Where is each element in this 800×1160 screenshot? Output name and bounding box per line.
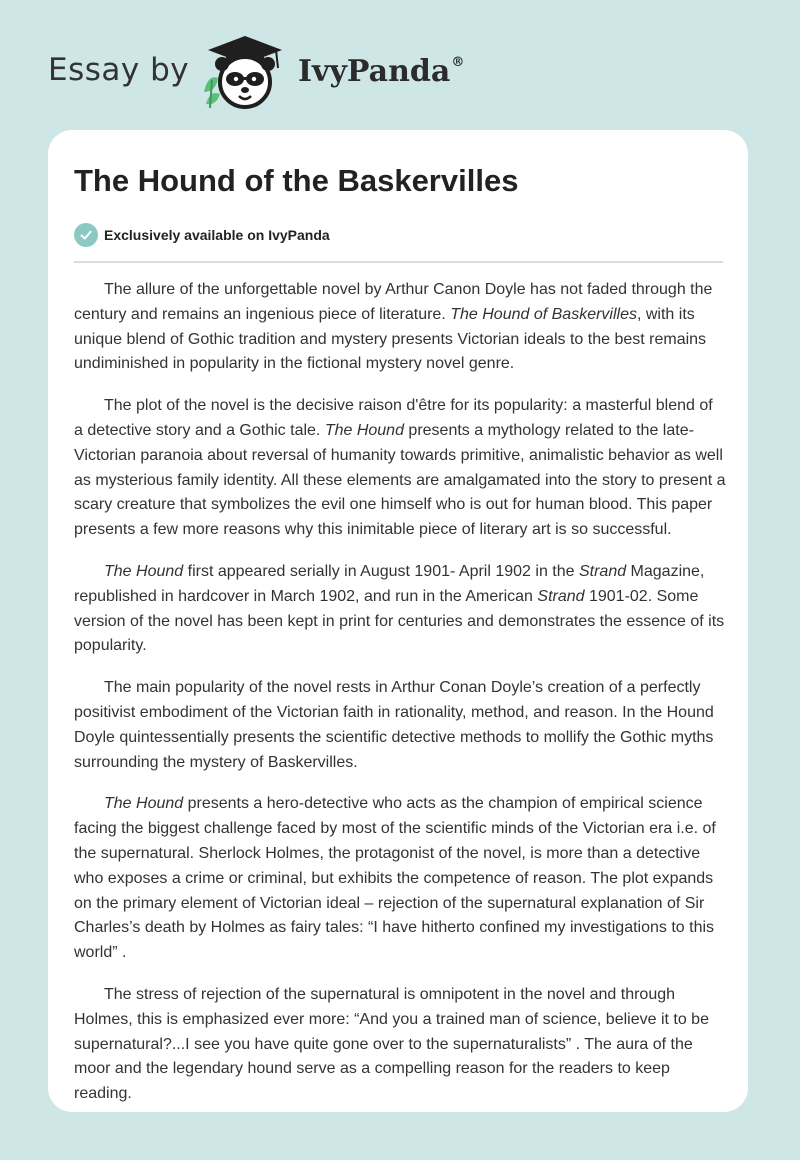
paragraph-6: The stress of rejection of the supernatural is omnipotent in the novel and through Holmes, this is emphasized ever more: “And you a trained man of science, believe it to be supernatural?...I see you have quite gone over to the supernaturalists” . The aura of the moor and the legendary hound serve as a compelling reason for the readers to keep reading. xyxy=(74,985,709,1103)
italic-title: The Hound xyxy=(324,421,404,439)
paragraph-2 xyxy=(74,394,726,543)
paragraph-3 xyxy=(74,560,726,659)
text-run: first appeared serially in August 1901- April 1902 in the xyxy=(183,562,579,580)
brand-name[interactable] xyxy=(298,54,464,89)
registered-mark: ® xyxy=(451,55,465,70)
panda-logo-icon[interactable] xyxy=(200,34,290,110)
brand-text: IvyPanda xyxy=(298,54,451,89)
essay-card xyxy=(48,130,748,1112)
text-run: presents a mythology related to the late-Victorian paranoia about reversal of humanity towards primitive, animalistic behavior as well as mysterious family identity. All these elements are amalgamated into the story to present a scary creature that symbolizes the evil one himself who is out for human blood. This paper presents a few more reasons why this inimitable piece of literary art is so successful. xyxy=(74,421,726,539)
italic-title: The Hound xyxy=(104,795,184,813)
paragraph-1 xyxy=(74,278,726,377)
text-run: presents a hero-detective who acts as the champion of empirical science facing the biggest challenge faced by most of the scientific minds of the Victorian era i.e. of the supernatural. Sherlock Holmes, the protagonist of the novel, is more than a detective who exposes a crime or criminal, but exhibits the competence of reason. The plot expands on the primary element of Victorian ideal – rejection of the supernatural explanation of Sir Charles’s death by Holmes as fairy tales: “I have hitherto confined my investigations to this world” . xyxy=(74,795,716,962)
badge-label: Exclusively available on IvyPanda xyxy=(104,227,330,243)
text-run: Magazine, republished in hardcover in March 1902, and run in the American xyxy=(74,562,705,605)
text-run: The allure of the unforgettable novel by Arthur Canon Doyle has not faded through the century and remains an ingenious piece of literature. xyxy=(74,281,713,323)
italic-title: Strand xyxy=(537,587,585,605)
text-run: 1901-02. Some version of the novel has been kept in print for centuries and demonstrates the essence of its popularity. xyxy=(74,587,725,655)
text-run: , with its unique blend of Gothic tradition and mystery presents Victorian ideals to the best remains undiminished in popularity in the fictional mystery novel genre. xyxy=(74,305,707,373)
page-title: The Hound of the Baskervilles xyxy=(74,163,519,198)
text-run: The plot of the novel is the decisive raison d'être for its popularity: a masterful blend of a detective story and a Gothic tale. xyxy=(74,397,713,439)
italic-title: Strand xyxy=(578,562,627,580)
essay-by-label: Essay by xyxy=(48,52,190,88)
italic-title: The Hound of Baskervilles xyxy=(450,305,637,323)
check-circle-icon xyxy=(74,223,98,247)
divider xyxy=(74,261,723,263)
paragraph-4: The main popularity of the novel rests in Arthur Conan Doyle’s creation of a perfectly positivist embodiment of the Victorian faith in rationality, method, and reason. In the Hound Doyle quintessentially presents the scientific detective methods to mollify the Gothic myths surrounding the mystery of Baskervilles. xyxy=(74,679,714,771)
site-header xyxy=(0,0,800,130)
exclusive-badge xyxy=(74,222,330,248)
essay-body xyxy=(74,278,726,1112)
italic-title: The Hound xyxy=(104,562,184,580)
paragraph-5 xyxy=(74,792,726,966)
